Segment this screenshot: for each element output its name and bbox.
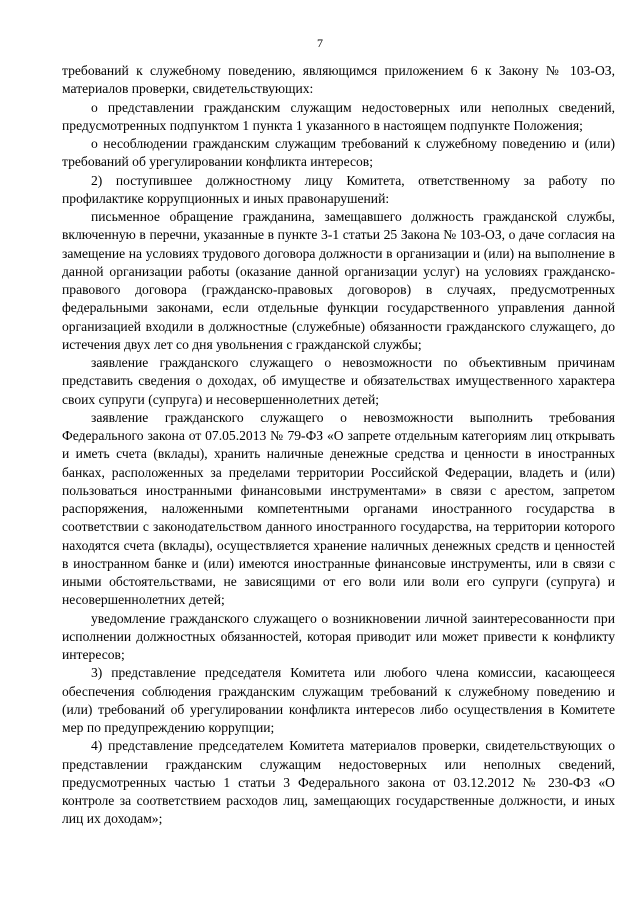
paragraph: уведомление гражданского служащего о возникновении личной заинтересованности при исполнении должностных обязанностей, которая приводит или может привести к конфликту интересов; xyxy=(62,610,615,662)
paragraph: 3) представление председателя Комитета или любого члена комиссии, касающееся обеспечения соблюдения гражданским служащим требований к служебному поведению и (или) требований об урегулировании конфликта интересов либо осуществления в Комитете мер по предупреждению коррупции; xyxy=(62,665,615,735)
paragraph: о несоблюдении гражданским служащим требований к служебному поведению и (или) требований об урегулировании конфликта интересов; xyxy=(62,136,615,170)
paragraph: заявление гражданского служащего о невозможности выполнить требования Федерального закона от 07.05.2013 № 79-ФЗ «О запрете отдельным категориям лиц открывать и иметь счета (вклады), хранить наличные денежные средства и ценности в иностранных банках, расположенных за пределами территории Российской Федерации, владеть и (или) пользоваться иностранными финансовыми инструментами» в связи с арестом, запретом распоряжения, наложенными компетентными органами иностранного государства в соответствии с законодательством данного иностранного государства, на территории которого находятся счета (вклады), осуществляется хранение наличных денежных средств и ценностей в иностранном банке и (или) имеются иностранные финансовые инструменты, или в связи с иными обстоятельствами, не зависящими от его воли или воли его супруги (супруга) и несовершеннолетних детей; xyxy=(62,409,615,608)
paragraph: 4) представление председателем Комитета материалов проверки, свидетельствующих о представлении гражданским служащим недостоверных или неполных сведений, предусмотренных частью 1 статьи 3 Федерального закона от 03.12.2012 № 230-ФЗ «О контроле за соответствием расходов лиц, замещающих государственные должности, и иных лиц их доходам»; xyxy=(62,738,615,827)
document-body xyxy=(62,62,615,829)
paragraph: 2) поступившее должностному лицу Комитета, ответственному за работу по профилактике коррупционных и иных правонарушений: xyxy=(62,172,615,206)
paragraph: заявление гражданского служащего о невозможности по объективным причинам представить сведения о доходах, об имуществе и обязательствах имущественного характера своих супруги (супруга) и несовершеннолетних детей; xyxy=(62,355,615,407)
paragraph: письменное обращение гражданина, замещавшего должность гражданской службы, включенную в перечни, указанные в пункте 3-1 статьи 25 Закона № 103-ОЗ, о даче согласия на замещение на условиях трудового договора должности в организации и (или) на выполнение в данной организации работы (оказание данной организации услуг) на условиях гражданско-правового договора (гражданско-правовых договоров) в случаях, предусмотренных федеральными законами, если отдельные функции государственного управления данной организацией входили в должностные (служебные) обязанности гражданского служащего, до истечения двух лет со дня увольнения с гражданской службы; xyxy=(62,209,615,352)
paragraph: о представлении гражданским служащим недостоверных или неполных сведений, предусмотренных подпунктом 1 пункта 1 указанного в настоящем подпункте Положения; xyxy=(62,99,615,133)
paragraph: требований к служебному поведению, являющимся приложением 6 к Закону № 103-ОЗ, материалов проверки, свидетельствующих: xyxy=(62,63,615,97)
page-number: 7 xyxy=(317,36,323,50)
